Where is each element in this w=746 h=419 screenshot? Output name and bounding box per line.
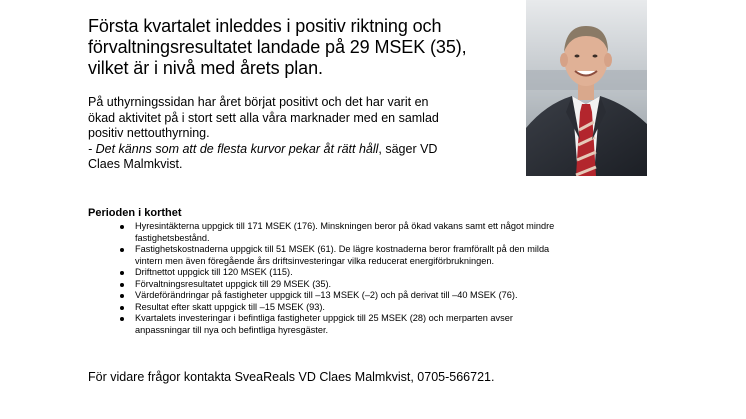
intro-line: På uthyrningssidan har året börjat positivt och det har varit en (88, 95, 429, 109)
list-item-text: vintern men även föregående års driftsinvesteringar vilka reducerat energiförbrukningen. (135, 255, 495, 266)
list-item (120, 267, 700, 279)
quote-line (88, 142, 508, 158)
headline (88, 16, 508, 79)
list-item (120, 290, 700, 302)
list-item (120, 221, 700, 244)
list-item-text: fastighetsbestånd. (135, 232, 210, 243)
list-item-text: Kvartalets investeringar i befintliga fastigheter uppgick till 25 MSEK (28) och merparten avser (135, 313, 513, 323)
intro-line: positiv nettouthyrning. (88, 126, 210, 141)
headline-line: förvaltningsresultatet landade på 29 MSEK (35), (88, 37, 467, 57)
summary-bullet-list (120, 221, 700, 336)
list-item-text: Fastighetskostnaderna uppgick till 51 MSEK (61). De lägre kostnaderna beror framförallt på den milda (135, 244, 550, 254)
headline-line: vilket är i nivå med årets plan. (88, 58, 323, 78)
quote-attribution: , säger VD (378, 141, 438, 156)
ceo-quote: - Det känns som att de flesta kurvor pekar åt rätt håll (88, 141, 379, 156)
person-portrait-icon (526, 0, 647, 176)
summary-title: Perioden i korthet (88, 207, 182, 219)
ceo-portrait-photo (526, 0, 647, 176)
list-item-text: anpassningar till nya och befintliga hyresgäster. (135, 324, 329, 335)
quote-attribution-name: Claes Malmkvist. (88, 157, 183, 172)
list-item (120, 313, 700, 336)
headline-line: Första kvartalet inleddes i positiv riktning och (88, 16, 442, 36)
list-item-text: Driftnettot uppgick till 120 MSEK (115). (135, 267, 293, 277)
list-item-text: Hyresintäkterna uppgick till 171 MSEK (176). Minskningen beror på ökad vakans samt ett något mindre (135, 221, 555, 231)
list-item-text: Värdeförändringar på fastigheter uppgick till –13 MSEK (–2) och på derivat till –40 MSEK (76). (135, 290, 518, 300)
contact-line: För vidare frågor kontakta SveaReals VD Claes Malmkvist, 0705-566721. (88, 370, 495, 384)
list-item (120, 302, 700, 314)
intro-line: ökad aktivitet på i stort sett alla våra marknader med en samlad (88, 110, 439, 125)
list-item-text: Resultat efter skatt uppgick till –15 MSEK (93). (135, 301, 325, 312)
intro-paragraph (88, 95, 508, 173)
list-item (120, 244, 700, 267)
list-item (120, 279, 700, 291)
list-item-text: Förvaltningsresultatet uppgick till 29 MSEK (35). (135, 278, 332, 289)
